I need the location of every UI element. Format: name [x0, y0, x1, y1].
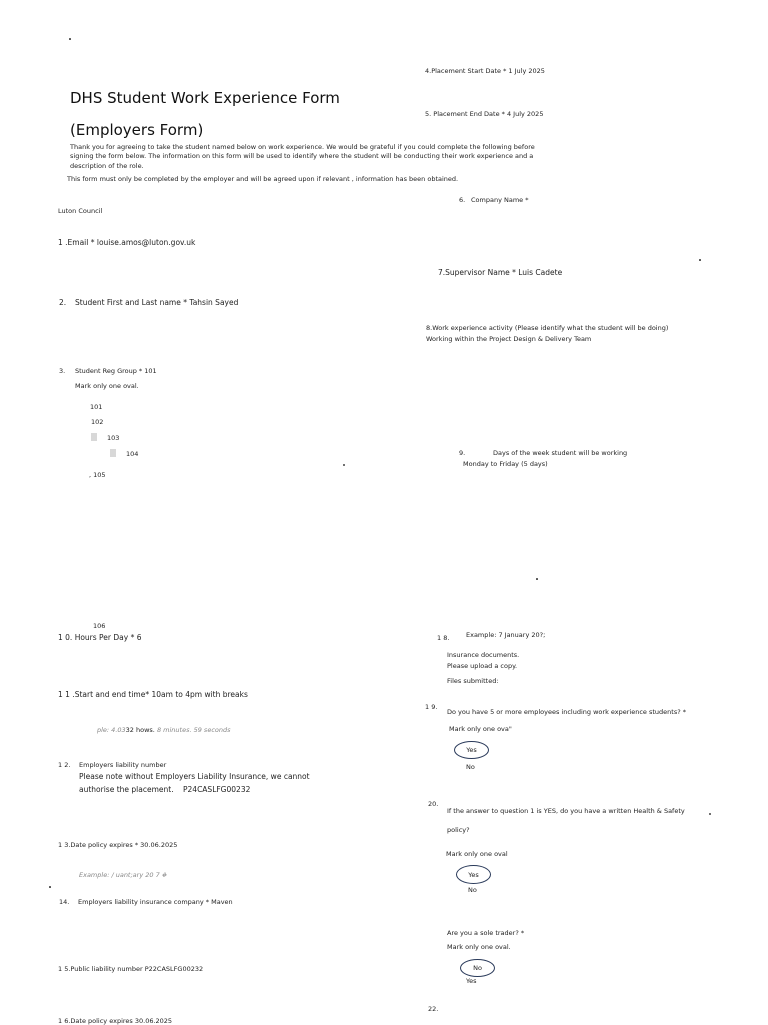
- scan-speck: [699, 259, 701, 261]
- scan-speck: [343, 464, 345, 466]
- question-start-date: 4.Placement Start Date * 1 July 2025: [425, 67, 545, 75]
- question-3-number: 3.: [59, 367, 66, 375]
- scan-speck: [49, 886, 51, 888]
- question-public-liability: 1 5.Public liability number P22CASLFG00232: [58, 965, 204, 973]
- option-106[interactable]: 106: [93, 622, 106, 630]
- intro-paragraph: Thank you for agreeing to take the student named below on work experience. We would be grateful if you could complete the following before signing the form below. The information on this form will be used to identify where the student will be conducting their work experience and a description of the role.: [70, 143, 535, 170]
- question-22-number: 22.: [428, 1005, 439, 1013]
- employee-count-hint: Mark only one ova": [449, 725, 512, 733]
- policy-expiry-example: Example: / uant;ary 20 7 #: [79, 871, 168, 879]
- question-health-safety-line-2: policy?: [447, 826, 470, 834]
- question-supervisor-name: 7.Supervisor Name * Luis Cadete: [438, 268, 563, 277]
- time-example-tail: 8 minutes. 59 seconds: [156, 726, 231, 734]
- question-hours-per-day: 1 0. Hours Per Day * 6: [58, 633, 142, 642]
- question-14-number: 14.: [59, 898, 70, 906]
- question-email: 1 .Email * louise.amos@luton.gov.uk: [58, 238, 196, 247]
- reg-group-hint: Mark only one oval.: [75, 382, 139, 390]
- insurance-documents-label: Insurance documents.: [447, 651, 520, 659]
- question-start-end-time: 1 1 .Start and end time* 10am to 4pm with breaks: [58, 690, 248, 699]
- question-public-liability-expiry: 1 6.Date policy expires 30.06.2025: [58, 1017, 173, 1025]
- question-9-number: 9.: [459, 449, 466, 457]
- sole-trader-yes-option[interactable]: Yes: [466, 977, 477, 985]
- time-example-mid: 32 hows.: [125, 726, 155, 734]
- time-example: [97, 727, 231, 734]
- sole-trader-hint: Mark only one oval.: [447, 943, 511, 951]
- sole-trader-no-option[interactable]: No: [460, 959, 495, 977]
- option-102[interactable]: 102: [91, 418, 104, 426]
- question-liability-number: Employers liability number: [79, 761, 167, 769]
- question-20-number: 20.: [428, 800, 439, 808]
- option-103[interactable]: 103: [107, 434, 120, 442]
- question-company-name: Company Name *: [471, 196, 529, 204]
- liability-note-line-1: Please note without Employers Liability Insurance, we cannot: [79, 772, 310, 781]
- question-end-date: 5. Placement End Date * 4 July 2025: [425, 110, 544, 118]
- files-submitted-label: Files submitted:: [447, 677, 499, 685]
- question-12-number: 1 2.: [58, 761, 71, 769]
- question-18-number: 1 8.: [437, 634, 450, 642]
- question-student-name: Student First and Last name * Tahsin Sayed: [75, 298, 239, 307]
- question-employee-count: Do you have 5 or more employees including work experience students? *: [447, 708, 686, 716]
- time-example-faint: ple: 4.03: [97, 726, 126, 734]
- liability-number-value: P24CASLFG00232: [183, 785, 251, 794]
- option-104-checkbox[interactable]: [110, 449, 116, 457]
- upload-copy-label: Please upload a copy.: [447, 662, 518, 670]
- question-6-number: 6.: [459, 196, 466, 204]
- date-example: Example: 7 January 20?;: [466, 631, 546, 639]
- option-105[interactable]: , 105: [89, 471, 106, 479]
- work-activity-answer: Working within the Project Design & Delivery Team: [426, 335, 592, 343]
- health-safety-yes-option[interactable]: Yes: [456, 865, 491, 884]
- employer-name: Luton Council: [58, 207, 103, 215]
- question-health-safety-line-1: If the answer to question 1 is YES, do you have a written Health & Safety: [447, 807, 685, 815]
- option-103-checkbox[interactable]: [91, 433, 97, 441]
- form-title: DHS Student Work Experience Form: [70, 89, 340, 107]
- health-safety-hint: Mark only one oval: [446, 850, 508, 858]
- liability-note-line-2: authorise the placement.: [79, 785, 174, 794]
- question-insurance-company: Employers liability insurance company * Maven: [78, 898, 233, 906]
- question-working-days: Days of the week student will be working: [493, 449, 628, 457]
- question-reg-group: Student Reg Group * 101: [75, 367, 157, 375]
- question-work-activity: 8.Work experience activity (Please identify what the student will be doing): [426, 324, 669, 332]
- question-19-number: 1 9.: [425, 703, 438, 711]
- employee-count-yes-option[interactable]: Yes: [454, 741, 489, 759]
- question-policy-expiry: 1 3.Date policy expires * 30.06.2025: [58, 841, 178, 849]
- option-101[interactable]: 101: [90, 403, 103, 411]
- option-104[interactable]: 104: [126, 450, 139, 458]
- health-safety-no-option[interactable]: No: [468, 886, 477, 894]
- employee-count-no-option[interactable]: No: [466, 763, 475, 771]
- question-sole-trader: Are you a sole trader? *: [447, 929, 525, 937]
- form-subtitle: (Employers Form): [70, 121, 204, 139]
- scan-speck: [69, 38, 71, 40]
- bullet-dot: [709, 813, 711, 815]
- working-days-answer: Monday to Friday (5 days): [463, 460, 548, 468]
- notice-text: This form must only be completed by the employer and will be agreed upon if relevant , information has been obtained.: [67, 175, 459, 183]
- scan-speck: [536, 578, 538, 580]
- question-2-number: 2.: [59, 298, 67, 307]
